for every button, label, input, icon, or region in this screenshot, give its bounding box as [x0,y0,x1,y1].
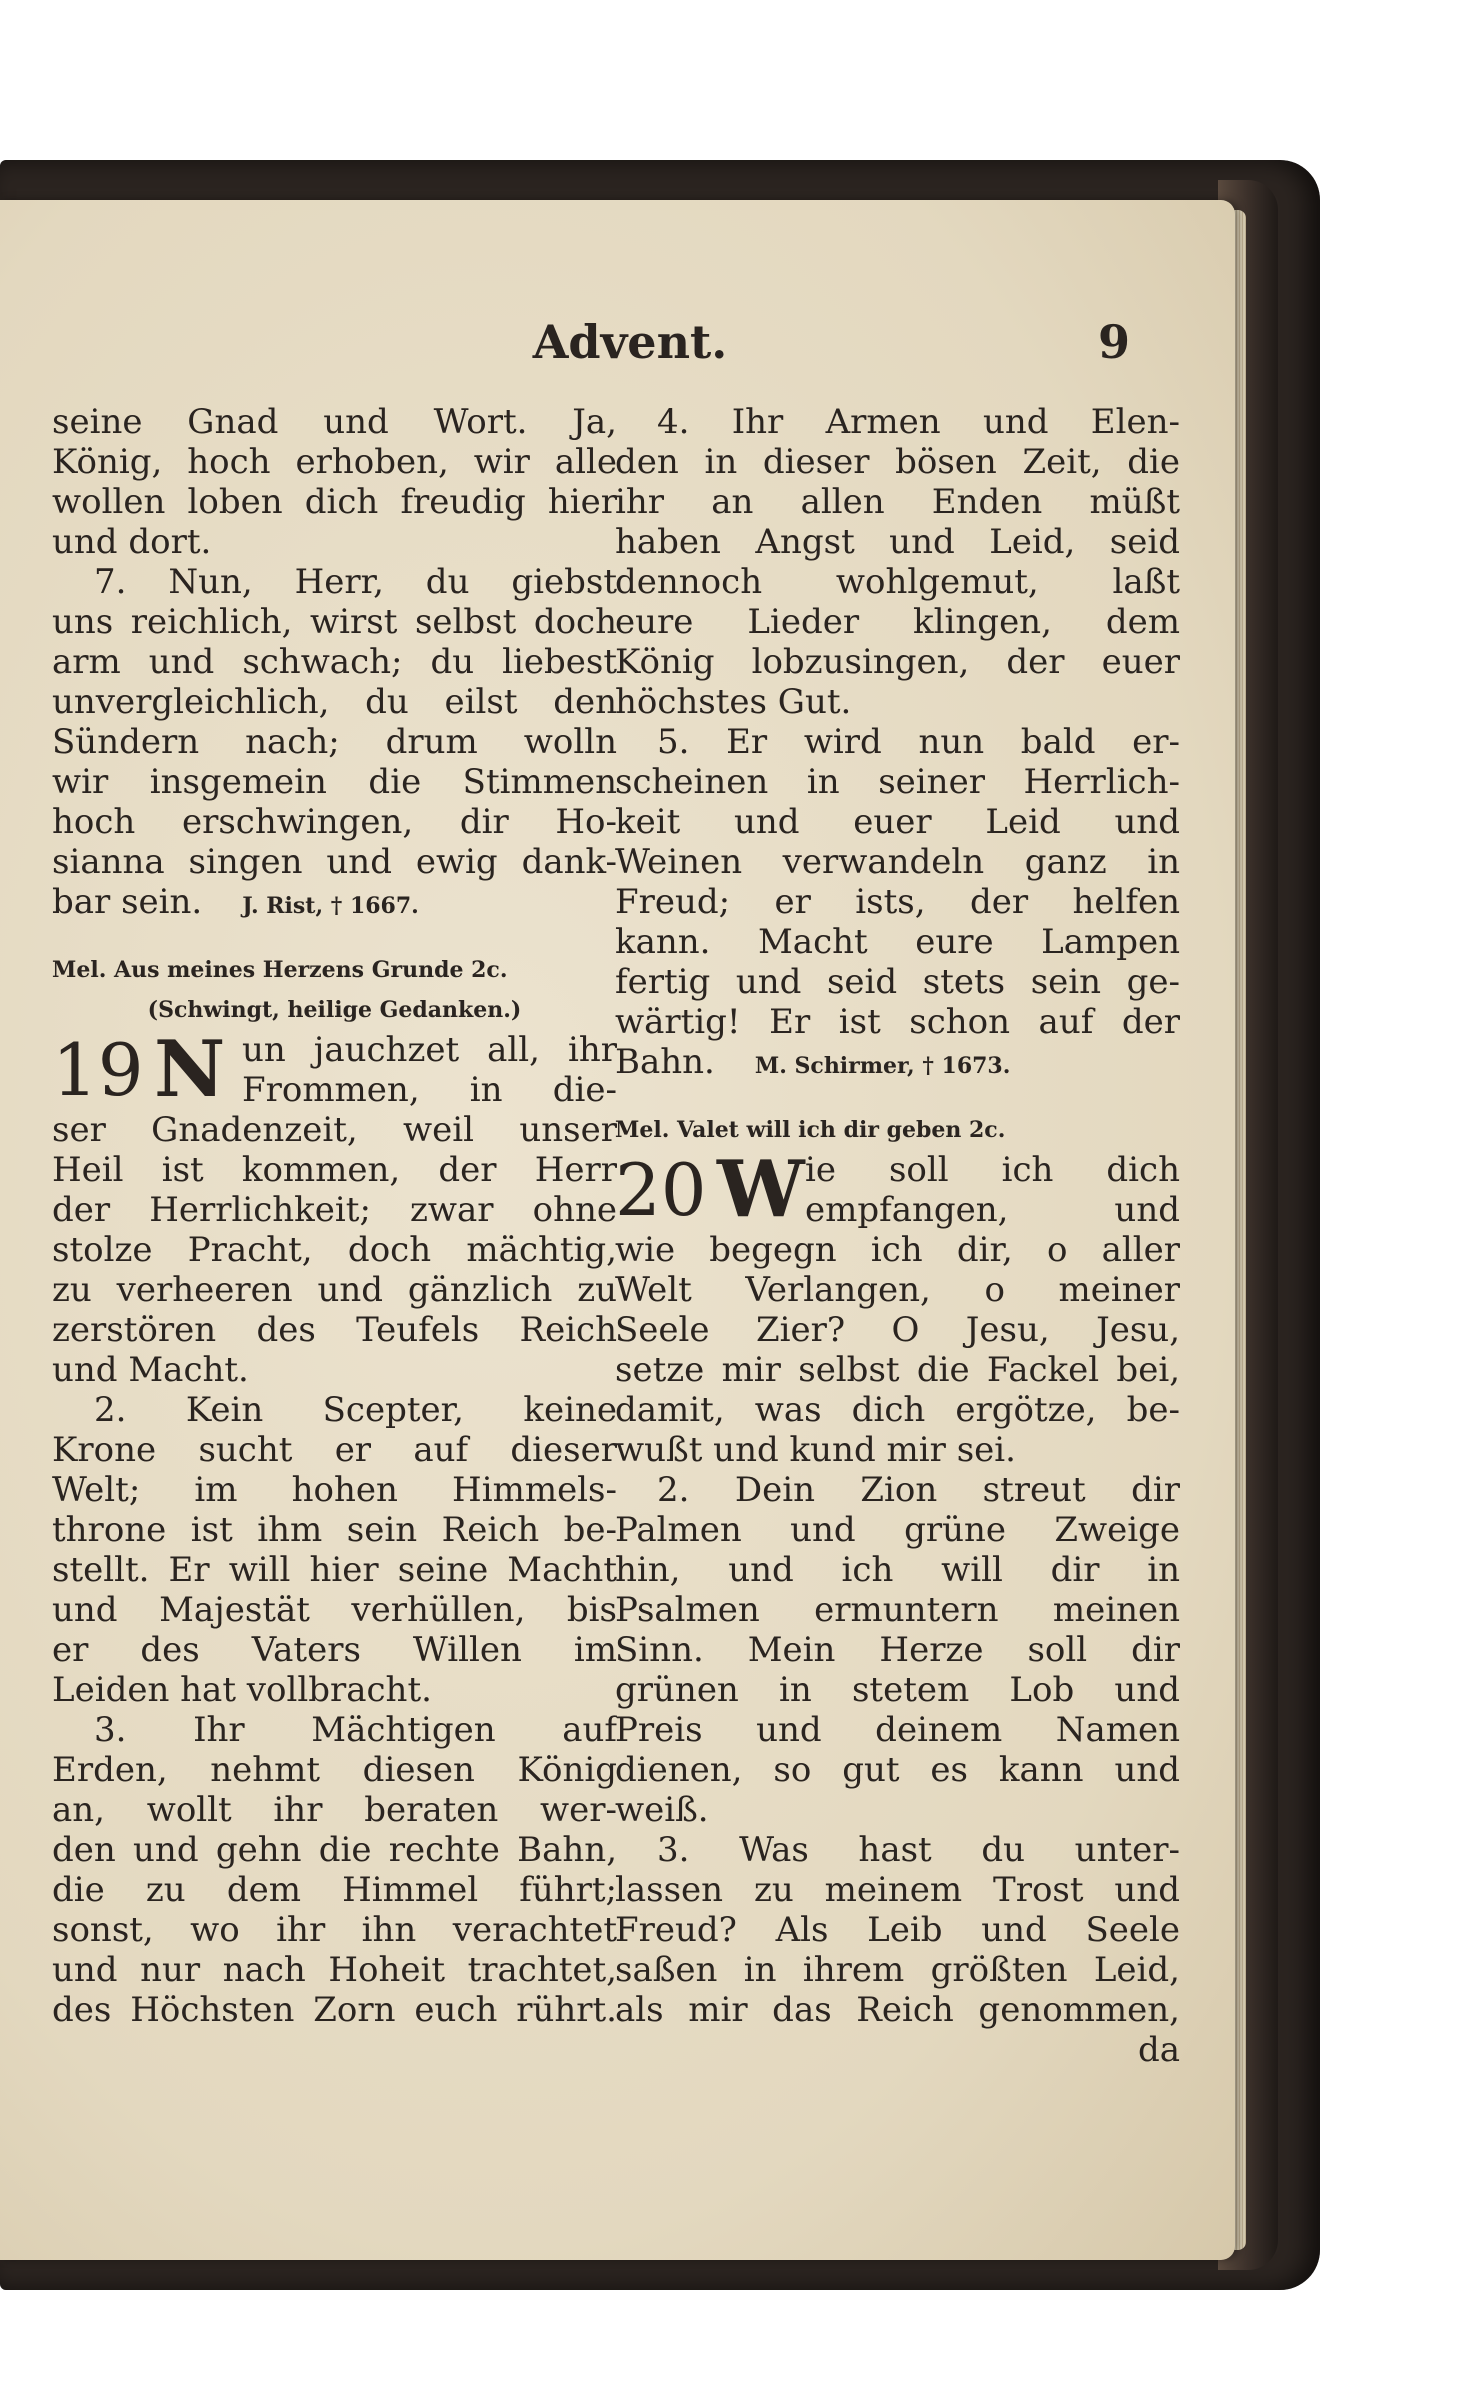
text-line: uns reichlich, wirst selbst doch [52,602,617,642]
text-line: kann. Macht eure Lampen [615,922,1180,962]
text-line: Palmen und grüne Zweige [615,1510,1180,1550]
melody-note: Mel. Aus meines Herzens Grunde 2c. [52,957,508,983]
text-line-with-author [52,882,617,922]
text-line: und dort. [52,522,212,562]
text-line: Weinen verwandeln ganz in [615,842,1180,882]
text-line: und Macht. [52,1350,249,1390]
text-line: sonst, wo ihr ihn verachtet [52,1910,617,1950]
text-line: Welt Verlangen, o meiner [615,1270,1180,1310]
text-line: die zu dem Himmel führt; [52,1870,617,1910]
text-line: hin, und ich will dir in [615,1550,1180,1590]
text-line: stellt. Er will hier seine Macht [52,1550,617,1590]
text-line: den und gehn die rechte Bahn, [52,1830,617,1870]
text-line: empfangen, und [805,1190,1180,1230]
text-line-with-author [615,1042,1180,1082]
text-line: lassen zu meinem Trost und [615,1870,1180,1910]
text-line: ie soll ich dich [805,1150,1180,1190]
text-line: Leiden hat vollbracht. [52,1670,432,1710]
hymn-number: 20 [615,1148,707,1232]
page-number: 9 [1097,315,1130,369]
text-line: den in dieser bösen Zeit, die [615,442,1180,482]
text-line: Freud; er ists, der helfen [615,882,1180,922]
text-line: wir insgemein die Stimmen [52,762,617,802]
hymn19-verse1 [52,1110,617,1390]
text-line: Heil ist kommen, der Herr [52,1150,617,1190]
text-line: wie begegn ich dir, o aller [615,1230,1180,1270]
hymn20-verse2 [615,1470,1180,1830]
text-line: Frommen, in die- [242,1070,617,1110]
hymn20-verse1 [615,1230,1180,1470]
text-line: seine Gnad und Wort. Ja, [52,402,617,442]
text-line: throne ist ihm sein Reich be- [52,1510,617,1550]
text-line: König, hoch erhoben, wir alle [52,442,617,482]
text-line: dennoch wohlgemut, laßt [615,562,1180,602]
hymn18-verse7 [52,562,617,922]
text-line: damit, was dich ergötze, be- [615,1390,1180,1430]
hymn18-continuation [52,402,617,562]
text-line: Freud? Als Leib und Seele [615,1910,1180,1950]
text-line: hoch erschwingen, dir Ho- [52,802,617,842]
hymn19-verse4 [615,402,1180,722]
text-line: un jauchzet all, ihr [242,1030,617,1070]
text-line: 2. Dein Zion streut dir [657,1470,1180,1510]
spacer [615,1082,1180,1110]
text-line: Erden, nehmt diesen König [52,1750,617,1790]
text-line: fertig und seid stets sein ge- [615,962,1180,1002]
text-line: und nur nach Hoheit trachtet, [52,1950,617,1990]
text-line: ser Gnadenzeit, weil unser [52,1110,617,1150]
hymn19-verse3 [52,1710,617,2030]
text-line: 4. Ihr Armen und Elen- [657,402,1180,442]
text-line: als mir das Reich genommen, [615,1990,1180,2030]
text-line: 3. Ihr Mächtigen auf [94,1710,617,1750]
text-line: setze mir selbst die Fackel bei, [615,1350,1180,1390]
text-line: haben Angst und Leid, seid [615,522,1180,562]
drop-initial: W [717,1144,805,1235]
text-line: sianna singen und ewig dank- [52,842,617,882]
text-line: an, wollt ihr beraten wer- [52,1790,617,1830]
drop-initial: N [154,1024,226,1115]
running-head: Advent. [532,315,728,369]
text-line: König lobzusingen, der euer [615,642,1180,682]
text-line: höchstes Gut. [615,682,852,722]
right-column [615,402,1180,2070]
melody-alt: (Schwingt, heilige Gedanken.) [147,997,522,1023]
hymn-number: 19 [52,1028,144,1112]
hymn19-opening [52,1024,617,1115]
text-line: und Majestät verhüllen, bis [52,1590,617,1630]
text-line: Preis und deinem Namen [615,1710,1180,1750]
hymn-author: M. Schirmer, † 1673. [754,1053,1011,1079]
text-line: des Höchsten Zorn euch rührt. [52,1990,617,2030]
text-line: 5. Er wird nun bald er- [657,722,1180,762]
hymn-author: J. Rist, † 1667. [242,893,419,919]
text-segment: bar sein. [52,882,203,922]
spacer [52,922,617,950]
text-line: unvergleichlich, du eilst den [52,682,617,722]
text-line: Sündern nach; drum wolln [52,722,617,762]
text-line: 3. Was hast du unter- [657,1830,1180,1870]
text-line: der Herrlichkeit; zwar ohne [52,1190,617,1230]
melody-note: Mel. Valet will ich dir geben 2c. [615,1117,1006,1143]
text-line: Krone sucht er auf dieser [52,1430,617,1470]
text-line: zerstören des Teufels Reich [52,1310,617,1350]
hymn19-verse2 [52,1390,617,1710]
text-line: grünen in stetem Lob und [615,1670,1180,1710]
hymn20-opening [615,1144,1180,1235]
text-line: wollen loben dich freudig hier [52,482,617,522]
text-line: Seele Zier? O Jesu, Jesu, [615,1310,1180,1350]
text-line: Sinn. Mein Herze soll dir [615,1630,1180,1670]
hymn20-verse3 [615,1830,1180,2030]
hymn19-verse5 [615,722,1180,1082]
text-line: saßen in ihrem größten Leid, [615,1950,1180,1990]
text-line: Psalmen ermuntern meinen [615,1590,1180,1630]
text-line: zu verheeren und gänzlich zu [52,1270,617,1310]
text-line: 7. Nun, Herr, du giebst [94,562,617,602]
text-line: weiß. [615,1790,709,1830]
text-line: ihr an allen Enden müßt [615,482,1180,522]
catchword: da [1137,2030,1180,2070]
text-line: arm und schwach; du liebest [52,642,617,682]
text-segment: Bahn. [615,1042,715,1082]
text-line: wärtig! Er ist schon auf der [615,1002,1180,1042]
text-line: scheinen in seiner Herrlich- [615,762,1180,802]
text-line: Welt; im hohen Himmels- [52,1470,617,1510]
text-line: keit und euer Leid und [615,802,1180,842]
left-column [52,402,617,2030]
text-line: 2. Kein Scepter, keine [94,1390,617,1430]
text-line: stolze Pracht, doch mächtig, [52,1230,617,1270]
text-line: er des Vaters Willen im [52,1630,617,1670]
text-line: eure Lieder klingen, dem [615,602,1180,642]
text-line: wußt und kund mir sei. [615,1430,1016,1470]
text-line: dienen, so gut es kann und [615,1750,1180,1790]
